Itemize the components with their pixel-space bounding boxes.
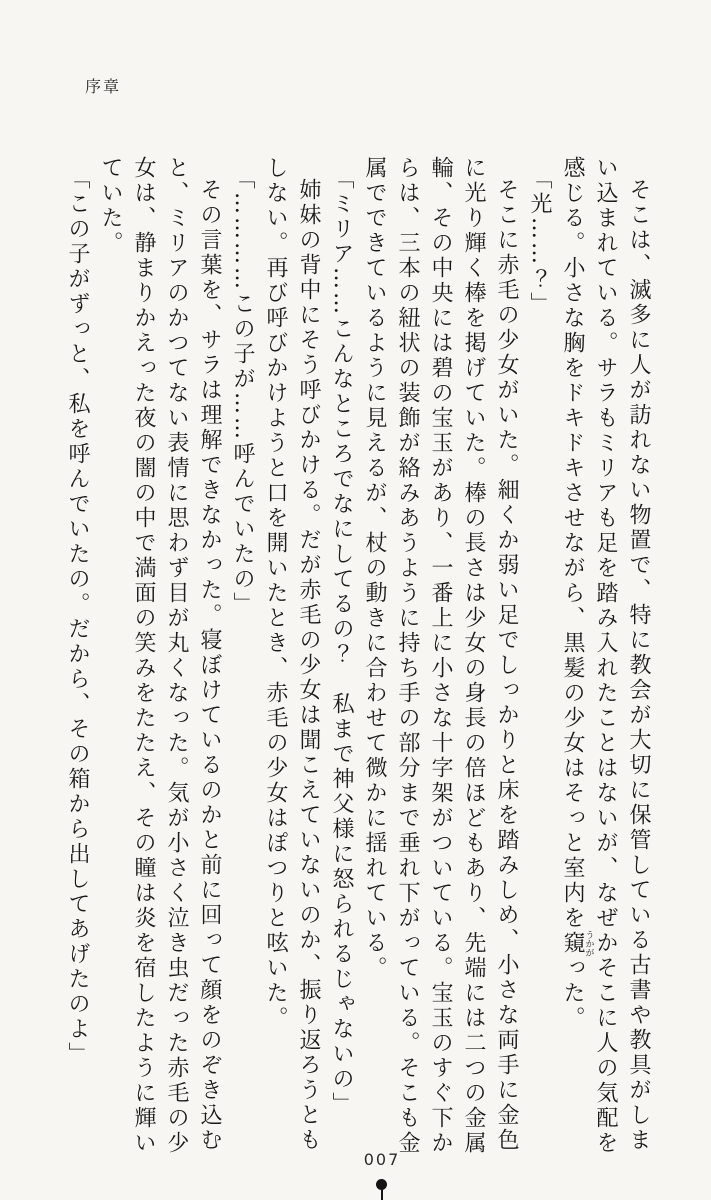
chapter-heading: 序章 bbox=[85, 77, 122, 96]
paragraph: その言葉を、サラは理解できなかった。寝ぼけているのかと前に回って顔をのぞき込むと、ミリアのかつてない表情に思わず目が丸くなった。気が小さく泣き虫だった赤毛の少女は、静まりかえった夜の闇の中で満面の笑みをたたえ、その瞳は炎を宿したように輝いていた。 bbox=[98, 156, 222, 1156]
paragraph: 「ミリア……こんなところでなにしてるの？ 私まで神父様に怒られるじゃないの」 bbox=[329, 167, 354, 1117]
paragraph: 「…………この子が……呼んでいたの」 bbox=[230, 167, 255, 617]
paragraph: そこは、滅多に人が訪れない物置で、特に教会が大切に保管している古書や教具がしまい込まれている。サラもミリアも足を踏み入れたことはないが、なぜかそこに人の気配を感じる。小さな胸をドキドキさせながら、黒髪の少女はそっと室内を窺うかがった。 bbox=[560, 156, 651, 1156]
paragraph: そこに赤毛の少女がいた。細くか弱い足でしっかりと床を踏みしめ、小さな両手に金色に光り輝く棒を掲げていた。棒の長さは少女の身長の倍ほどもあり、先端には二つの金属輪、その中央には碧の宝玉があり、一番上に小さな十字架がついている。宝玉のすぐ下からは、三本の紐状の装飾が絡みあうように持ち手の部分まで垂れ下がっている。そこも金属でできているように見えるが、杖の動きに合わせて微かに揺れている。 bbox=[362, 156, 519, 1156]
paragraph: 姉妹の背中にそう呼びかける。だが赤毛の少女は聞こえていないのか、振り返ろうともしない。再び呼びかけようと口を開いたとき、赤毛の少女はぽつりと呟いた。 bbox=[263, 156, 321, 1153]
footer-bullet-pin-icon bbox=[376, 1179, 388, 1200]
paragraph: 「光……？」 bbox=[527, 167, 552, 317]
paragraph: 「この子がずっと、私を呼んでいたの。だから、その箱から出してあげたのよ」 bbox=[65, 167, 90, 1067]
text-body bbox=[53, 156, 655, 1162]
page-number: 007 bbox=[363, 1150, 401, 1169]
ruby-annotated-kanji: 窺うかが bbox=[560, 930, 594, 957]
bullet-stem bbox=[381, 1189, 383, 1200]
